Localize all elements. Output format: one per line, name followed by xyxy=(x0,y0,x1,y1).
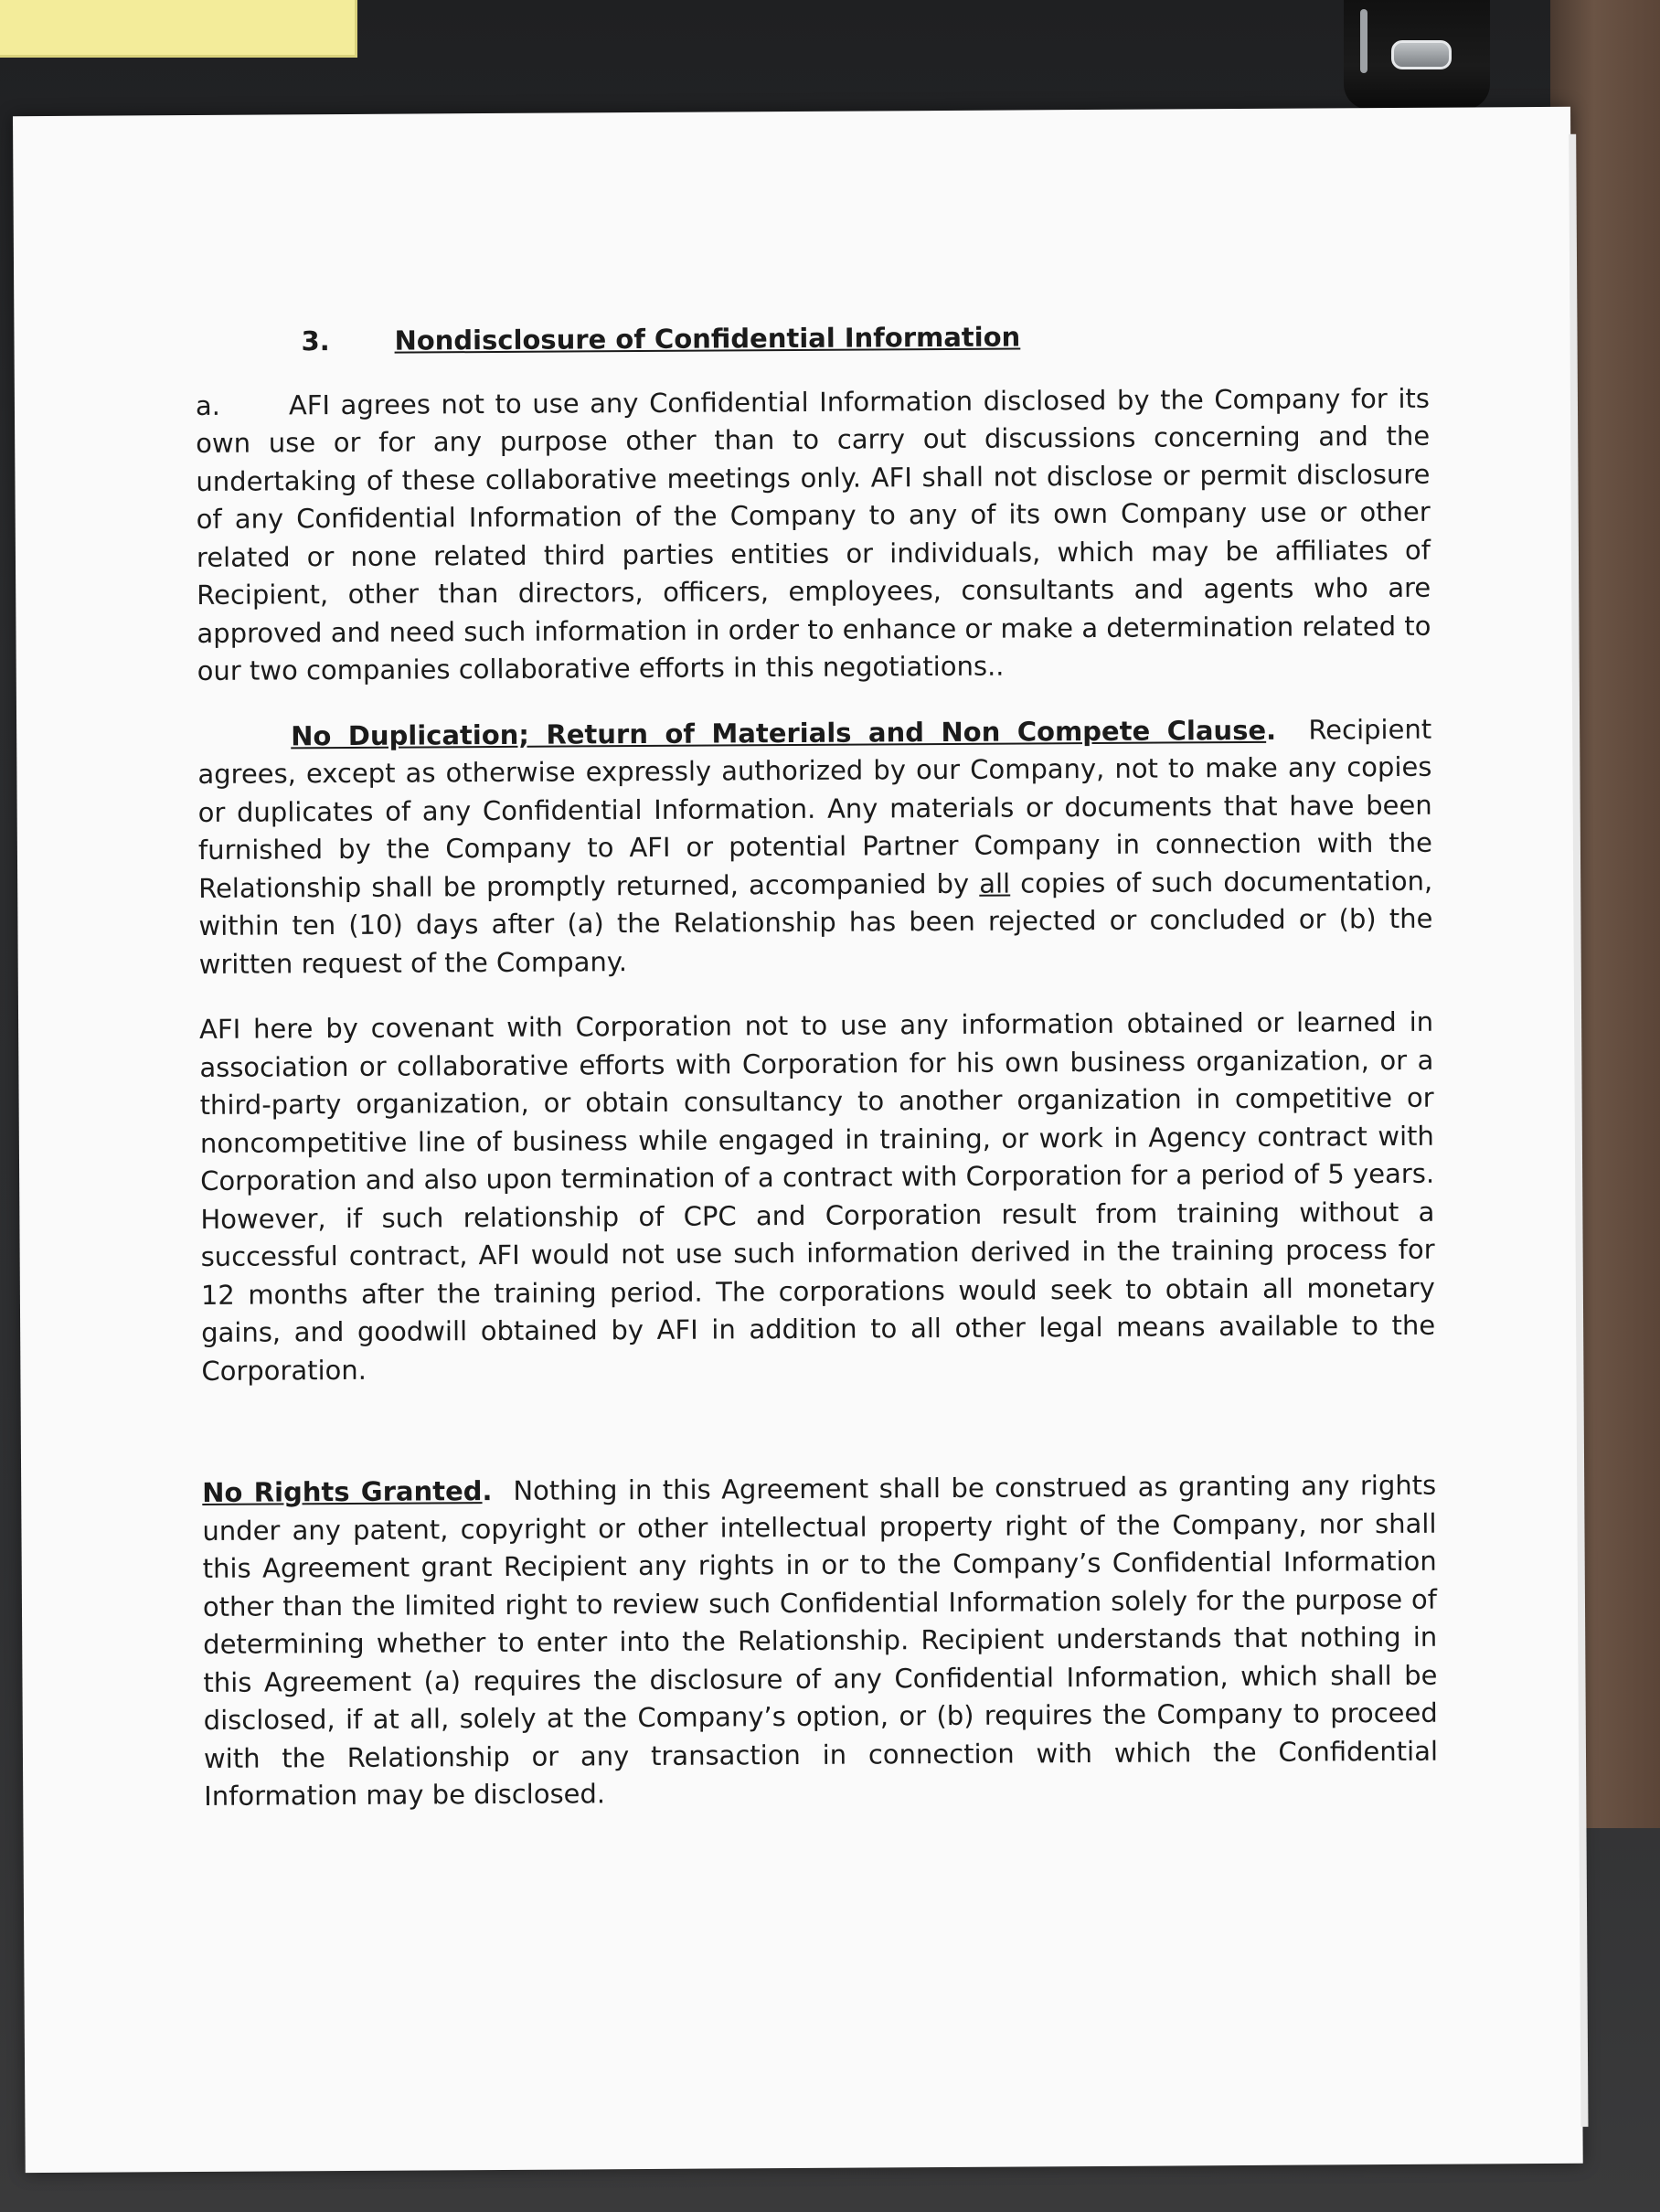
binder-clip-arm xyxy=(1360,9,1367,73)
section-number: 3. xyxy=(301,325,330,357)
covenant-text: AFI here by covenant with Corporation not to use any information obtained or learned in association or collaborative efforts with Corporation for his own business organization, or a third-party organization, or obtain consultancy to another organization in competitive or noncompetitive line of business while engaged in training, or work in Agency contract with Corporation and also upon termination of a contract with Corporation for a period of 5 years. However, if such relationship of CPC and Corporation result from training without a successful contract, AFI would not use such information derived in the training process for 12 months after the training period. The corporations would seek to obtain all monetary gains, and goodwill obtained by AFI in addition to all other legal means available to the Corporation. xyxy=(199,1005,1436,1387)
paragraph-a-text: AFI agrees not to use any Confidential Information disclosed by the Company for its own use or for any purpose other than to carry out discussions concerning and the undertaking of these collaborative meetings only. AFI shall not disclose or permit disclosure of any Confidential Information of the Company to any of its own Company use or other related or none related third parties entities or individuals, which may be affiliates of Recipient, other than directors, officers, employees, consultants and agents who are approved and need such information in order to enhance or make a determination related to our two companies collaborative efforts in this negotiations.. xyxy=(196,382,1431,686)
section-title: Nondisclosure of Confidential Information xyxy=(394,321,1021,356)
document-page xyxy=(13,107,1583,2173)
no-rights-paragraph xyxy=(202,1467,1438,1816)
no-rights-heading-punct: . xyxy=(482,1475,493,1507)
binder-clip-icon xyxy=(1344,0,1490,110)
section-heading xyxy=(195,316,1429,362)
binder-clip-latch xyxy=(1391,40,1452,69)
no-rights-text: Nothing in this Agreement shall be construed as granting any rights under any patent, copyright or other intellectual property right of the Company, nor shall this Agreement grant Recipient any rights in or to the Company’s Confidential Information other than the limited right to review such Confidential Information solely for the purpose of determining whether to enter into the Relationship. Recipient understands that nothing in this Agreement (a) requires the disclosure of any Confidential Information, which shall be disclosed, if at all, solely at the Company’s option, or (b) requires the Company to proceed with the Relationship or any transaction in connection with which the Confidential Information may be disclosed. xyxy=(202,1469,1439,1812)
paragraph-a-label: a. xyxy=(195,389,221,421)
no-duplication-text-1: Recipient agrees, except as otherwise expressly authorized by our Company, not to make any copies or duplicates of any Confidential Information. Any materials or documents that have been furnished by the Company to AFI or potential Partner Company in connection with the Relationship shall be promptly returned, accompanied by xyxy=(197,713,1433,904)
sticky-note xyxy=(0,0,357,58)
document-body xyxy=(195,316,1438,1816)
paragraph-a xyxy=(196,379,1431,690)
covenant-paragraph xyxy=(199,1004,1436,1390)
no-duplication-heading: No Duplication; Return of Materials and Non Compete Clause xyxy=(291,714,1267,751)
no-rights-heading: No Rights Granted xyxy=(202,1475,483,1508)
no-duplication-heading-punct: . xyxy=(1265,714,1277,746)
no-duplication-paragraph xyxy=(197,710,1433,984)
no-duplication-emphasis: all xyxy=(979,867,1011,899)
no-duplication-text-2: copies of such documentation, within ten (10) days after (a) the Relationship has been rejected or concluded or (b) the written request of the Company. xyxy=(198,865,1433,980)
